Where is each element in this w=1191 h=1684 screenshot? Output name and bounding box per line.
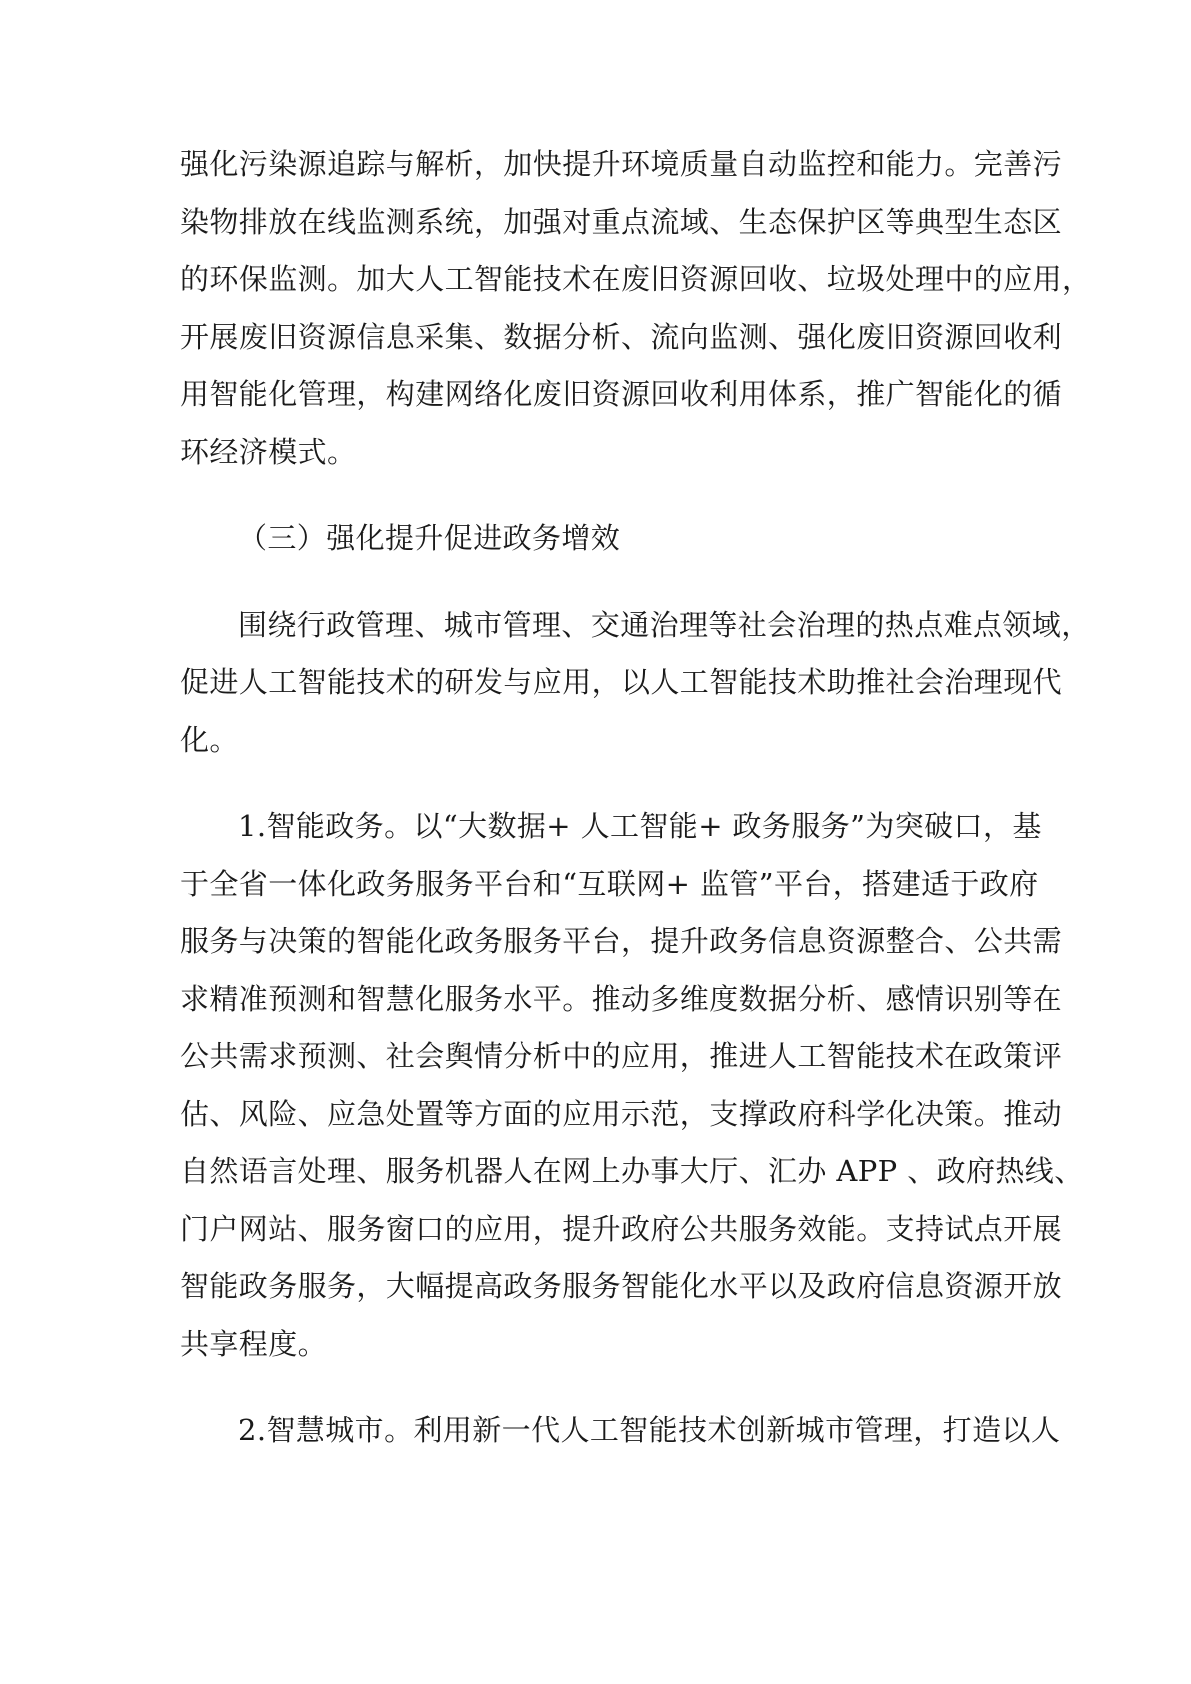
paragraph-environment-monitoring	[180, 136, 1092, 481]
text-line: 服务与决策的智能化政务服务平台，提升政务信息资源整合、公共需	[180, 924, 1063, 958]
section-heading-text: （三）强化提升促进政务增效	[238, 521, 621, 555]
paragraph-spacer	[180, 481, 1012, 510]
paragraph-smart-city	[180, 1402, 1061, 1460]
text-line: 于全省一体化政务服务平台和“互联网+ 监管”平台，搭建适于政府	[180, 866, 1039, 901]
paragraph-social-governance	[180, 597, 1091, 770]
text-line: 的环保监测。加大人工智能技术在废旧资源回收、垃圾处理中的应用，	[180, 262, 1092, 296]
text-line: 强化污染源追踪与解析，加快提升环境质量自动监控和能力。完善污	[180, 147, 1063, 181]
text-line: 2.智慧城市。利用新一代人工智能技术创新城市管理，打造以人	[238, 1413, 1061, 1447]
paragraph-spacer	[180, 568, 1012, 597]
document-body	[180, 136, 1092, 1460]
text-line: 1.智能政务。以“大数据+ 人工智能+ 政务服务”为突破口，基	[238, 809, 1042, 843]
text-line: 开展废旧资源信息采集、数据分析、流向监测、强化废旧资源回收利	[180, 319, 1063, 354]
text-line: 促进人工智能技术的研发与应用，以人工智能技术助推社会治理现代	[180, 665, 1063, 699]
text-line: 用智能化管理，构建网络化废旧资源回收利用体系，推广智能化的循	[180, 377, 1063, 411]
text-line: 公共需求预测、社会舆情分析中的应用，推进人工智能技术在政策评	[180, 1039, 1063, 1073]
text-line: 求精准预测和智慧化服务水平。推动多维度数据分析、感情识别等在	[180, 981, 1063, 1016]
text-line: 环经济模式。	[180, 434, 357, 469]
text-line: 自然语言处理、服务机器人在网上办事大厅、汇办 APP 、政府热线、	[180, 1154, 1084, 1188]
paragraph-spacer	[180, 1373, 1012, 1402]
text-line: 化。	[180, 722, 239, 757]
section-heading	[180, 510, 1012, 568]
paragraph-spacer	[180, 769, 1012, 798]
text-line: 估、风险、应急处置等方面的应用示范，支撑政府科学化决策。推动	[180, 1096, 1063, 1131]
text-line: 共享程度。	[180, 1326, 328, 1361]
paragraph-smart-government	[180, 798, 1084, 1373]
text-line: 染物排放在线监测系统，加强对重点流域、生态保护区等典型生态区	[180, 204, 1063, 239]
text-line: 智能政务服务，大幅提高政务服务智能化水平以及政府信息资源开放	[180, 1269, 1063, 1303]
text-line: 门户网站、服务窗口的应用，提升政府公共服务效能。支持试点开展	[180, 1211, 1063, 1246]
text-line: 围绕行政管理、城市管理、交通治理等社会治理的热点难点领域，	[238, 607, 1091, 642]
